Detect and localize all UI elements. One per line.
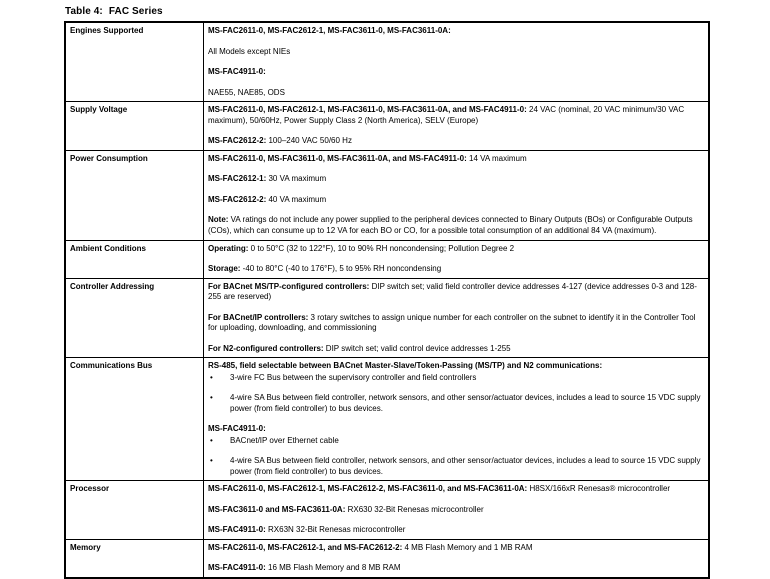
spec-paragraph: MS-FAC2611-0, MS-FAC3611-0, MS-FAC3611-0A, and MS-FAC4911-0: 14 VA maximum xyxy=(208,153,527,163)
row-content xyxy=(204,102,708,150)
row-content xyxy=(204,358,708,480)
spec-paragraph: MS-FAC2611-0, MS-FAC2612-1, and MS-FAC2612-2: 4 MB Flash Memory and 1 MB RAM xyxy=(208,542,533,552)
row-label: Communications Bus xyxy=(66,358,204,480)
row-label: Ambient Conditions xyxy=(66,241,204,278)
spec-key: For BACnet MS/TP-configured controllers: xyxy=(208,281,370,291)
row-label: Memory xyxy=(66,540,204,577)
table-row xyxy=(66,23,708,101)
spec-key: For N2-configured controllers: xyxy=(208,343,324,353)
row-content xyxy=(204,481,708,539)
spec-paragraph: For BACnet MS/TP-configured controllers: DIP switch set; valid field controller device addresses 4-127 (device addresses 0-3 and 128-255 are reserved) xyxy=(208,281,697,301)
table-row xyxy=(66,240,708,278)
row-content xyxy=(204,23,708,101)
row-content xyxy=(204,279,708,358)
bullet-text: BACnet/IP over Ethernet cable xyxy=(230,435,339,445)
spec-table xyxy=(64,21,710,579)
bullet-text: 3-wire FC Bus between the supervisory controller and field controllers xyxy=(230,372,477,382)
spec-key: MS-FAC4911-0: xyxy=(208,424,266,433)
table-row xyxy=(66,539,708,577)
bullet-item xyxy=(208,373,703,384)
bullet-icon: • xyxy=(210,372,213,382)
bullet-icon: • xyxy=(210,435,213,445)
row-label: Supply Voltage xyxy=(66,102,204,150)
spec-paragraph: MS-FAC3611-0 and MS-FAC3611-0A: RX630 32-Bit Renesas microcontroller xyxy=(208,504,484,514)
spec-paragraph: Note: VA ratings do not include any power supplied to the peripheral devices connected to Binary Outputs (BOs) or Configurable Outputs (COs), which can consume up to 12 VA for each BO or CO, for a possible total consumption of an additional 84 VA (maximum). xyxy=(208,215,693,235)
row-label: Processor xyxy=(66,481,204,539)
row-label: Engines Supported xyxy=(66,23,204,101)
spec-key: RS-485, field selectable between BACnet Master-Slave/Token-Passing (MS/TP) and N2 communications: xyxy=(208,361,603,370)
spec-key: MS-FAC4911-0: xyxy=(208,563,266,572)
table-row xyxy=(66,357,708,480)
bullet-item xyxy=(208,436,703,447)
spec-key: MS-FAC2612-1: xyxy=(208,174,267,183)
spec-paragraph: MS-FAC4911-0: 16 MB Flash Memory and 8 MB RAM xyxy=(208,563,401,572)
spec-paragraph: NAE55, NAE85, ODS xyxy=(208,87,285,97)
spec-paragraph: For N2-configured controllers: DIP switch set; valid control device addresses 1-255 xyxy=(208,343,511,353)
spec-key: MS-FAC2611-0, MS-FAC3611-0, MS-FAC3611-0A, and MS-FAC4911-0: xyxy=(208,153,467,163)
table-row xyxy=(66,150,708,240)
spec-paragraph: Operating: 0 to 50°C (32 to 122°F), 10 to 90% RH noncondensing; Pollution Degree 2 xyxy=(208,243,515,253)
table-caption-text: FAC Series xyxy=(108,6,163,17)
spec-key: MS-FAC4911-0: xyxy=(208,525,266,534)
spec-paragraph: MS-FAC2612-2: 40 VA maximum xyxy=(208,194,327,204)
bullet-item xyxy=(208,393,703,414)
spec-key: MS-FAC2611-0, MS-FAC2612-1, MS-FAC3611-0, MS-FAC3611-0A, and MS-FAC4911-0: xyxy=(208,105,527,114)
spec-paragraph: All Models except NIEs xyxy=(208,46,291,56)
spec-key: Storage: xyxy=(208,264,241,273)
spec-paragraph: MS-FAC4911-0: RX63N 32-Bit Renesas microcontroller xyxy=(208,525,406,534)
spec-paragraph xyxy=(208,361,703,372)
spec-paragraph: MS-FAC2612-2: 100–240 VAC 50/60 Hz xyxy=(208,136,352,145)
bullet-icon: • xyxy=(210,393,213,402)
spec-key: MS-FAC2611-0, MS-FAC2612-1, and MS-FAC2612-2: xyxy=(208,542,403,552)
row-content xyxy=(204,151,708,240)
spec-key: MS-FAC2611-0, MS-FAC2612-1, MS-FAC2612-2, MS-FAC3611-0, and MS-FAC3611-0A: xyxy=(208,484,528,493)
table-row xyxy=(66,278,708,358)
spec-paragraph: Storage: -40 to 80°C (-40 to 176°F), 5 to 95% RH noncondensing xyxy=(208,264,442,273)
row-content xyxy=(204,540,708,577)
spec-key: MS-FAC3611-0 and MS-FAC3611-0A: xyxy=(208,504,346,514)
spec-key: MS-FAC2611-0, MS-FAC2612-1, MS-FAC3611-0, MS-FAC3611-0A: xyxy=(208,26,451,35)
table-caption-prefix: Table 4: xyxy=(65,6,103,17)
spec-key: Note: xyxy=(208,215,229,224)
spec-paragraph xyxy=(208,26,703,37)
spec-key: For BACnet/IP controllers: xyxy=(208,312,309,322)
spec-paragraph xyxy=(208,424,703,435)
table-row xyxy=(66,480,708,539)
table-row xyxy=(66,101,708,150)
spec-paragraph: MS-FAC2611-0, MS-FAC2612-1, MS-FAC3611-0, MS-FAC3611-0A, and MS-FAC4911-0: 24 VAC (nominal, 20 VAC minimum/30 VAC maximum), 50/60Hz, Power Supply Class 2 (North America), SELV (Europe) xyxy=(208,105,685,125)
spec-paragraph: MS-FAC2612-1: 30 VA maximum xyxy=(208,174,327,183)
spec-paragraph xyxy=(208,67,703,78)
spec-paragraph: MS-FAC2611-0, MS-FAC2612-1, MS-FAC2612-2, MS-FAC3611-0, and MS-FAC3611-0A: H8SX/166xR Renesas® microcontroller xyxy=(208,484,671,493)
spec-key: MS-FAC2612-2: xyxy=(208,136,267,145)
document-page xyxy=(64,6,710,579)
row-content xyxy=(204,241,708,278)
spec-paragraph: For BACnet/IP controllers: 3 rotary switches to assign unique number for each controller on the subnet to identify it in the Controller Tool for uploading, downloading, and commissioning xyxy=(208,312,696,332)
spec-key: Operating: xyxy=(208,243,249,253)
row-label: Controller Addressing xyxy=(66,279,204,358)
bullet-icon: • xyxy=(210,456,213,465)
bullet-text: 4-wire SA Bus between field controller, network sensors, and other sensor/actuator devices, includes a lead to source 15 VDC supply power (from field controller) to bus devices. xyxy=(230,393,701,413)
spec-key: MS-FAC4911-0: xyxy=(208,67,266,76)
spec-key: MS-FAC2612-2: xyxy=(208,194,267,204)
bullet-item xyxy=(208,456,703,477)
bullet-text: 4-wire SA Bus between field controller, network sensors, and other sensor/actuator devices, includes a lead to source 15 VDC supply power (from field controller) to bus devices. xyxy=(230,456,701,476)
row-label: Power Consumption xyxy=(66,151,204,240)
page-title xyxy=(65,6,710,17)
